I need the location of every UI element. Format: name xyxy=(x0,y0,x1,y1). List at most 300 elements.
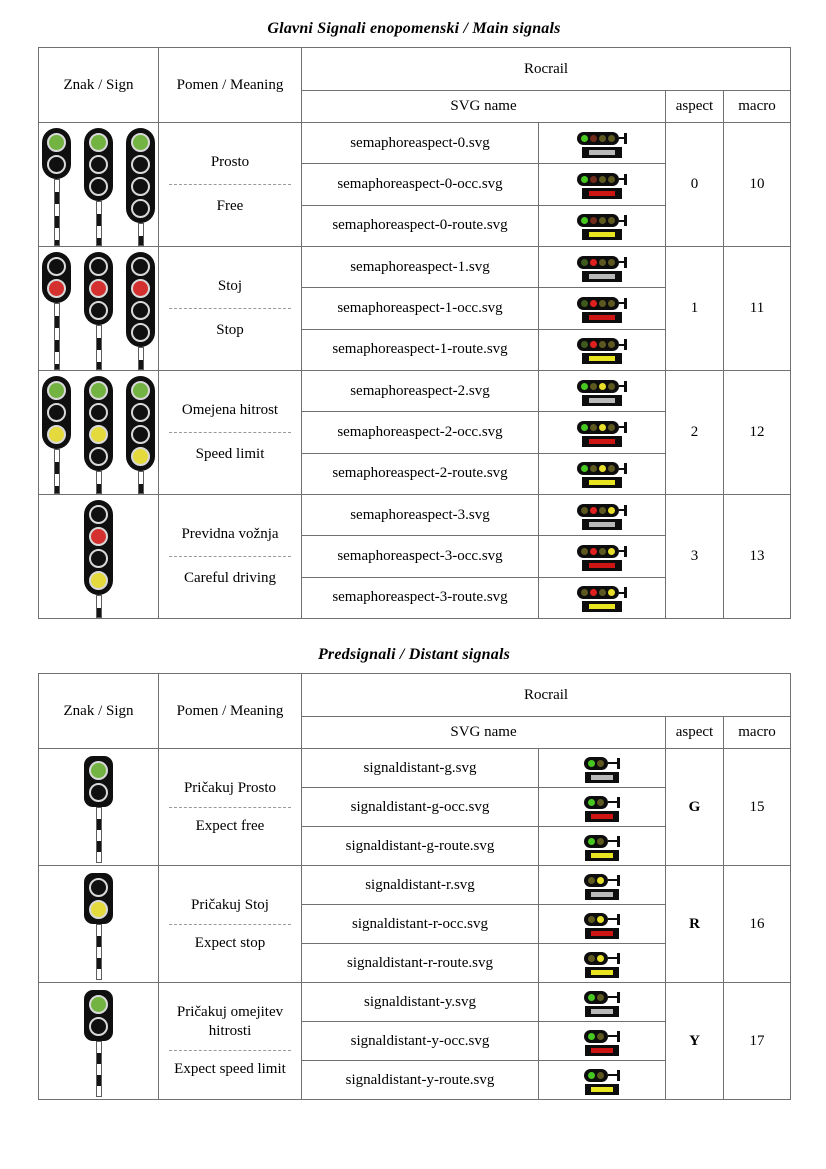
signal-head xyxy=(42,128,71,179)
mini-signal-icon xyxy=(577,421,627,447)
mini-light-dot xyxy=(581,424,588,431)
mini-mast-cap-icon xyxy=(624,339,627,350)
mini-light-dot xyxy=(588,1072,595,1079)
mini-light-dot xyxy=(608,589,615,596)
signal-figure xyxy=(84,376,113,494)
mini-signal-lights xyxy=(577,421,619,434)
mini-track-bar xyxy=(582,560,622,571)
macro-cell: 11 xyxy=(724,247,791,371)
mini-track-bar xyxy=(585,928,619,939)
meaning-box xyxy=(159,151,301,218)
mini-signal-head-row xyxy=(584,913,620,926)
mini-signal-icon xyxy=(584,796,620,822)
signal-figure xyxy=(84,756,113,863)
mini-light-dot xyxy=(588,838,595,845)
mini-track-bar xyxy=(582,147,622,158)
signal-light-off xyxy=(47,403,66,422)
mini-signal-head-row xyxy=(577,380,627,393)
mini-signal-lights xyxy=(584,913,608,926)
meaning-header-cell: Pomen / Meaning xyxy=(159,48,302,123)
mini-light-dot xyxy=(608,424,615,431)
signal-head xyxy=(42,252,71,303)
signal-figure xyxy=(84,990,113,1097)
mini-light-dot xyxy=(581,135,588,142)
mini-signal-head-row xyxy=(584,1069,620,1082)
macro-header-cell: macro xyxy=(724,717,791,749)
icon-cell xyxy=(539,866,666,905)
mini-light-dot xyxy=(581,548,588,555)
signal-pole xyxy=(96,924,102,980)
mini-signal-head-row xyxy=(577,256,627,269)
signal-light-off xyxy=(89,505,108,524)
mini-light-dot xyxy=(581,176,588,183)
mini-signal-head-row xyxy=(577,297,627,310)
mini-track-state-gray xyxy=(589,150,615,155)
mini-track-bar xyxy=(582,353,622,364)
signal-pole xyxy=(96,1041,102,1097)
signal-table-section xyxy=(38,646,790,1100)
mini-signal-icon xyxy=(577,380,627,406)
mini-light-dot xyxy=(581,465,588,472)
signal-light-off xyxy=(47,257,66,276)
mini-mast-cap-icon xyxy=(624,546,627,557)
aspect-cell: 3 xyxy=(666,495,724,619)
mini-light-dot xyxy=(588,799,595,806)
mini-mast-cap-icon xyxy=(617,914,620,925)
icon-cell xyxy=(539,205,666,246)
meaning-divider xyxy=(169,1050,291,1051)
mini-signal-head-row xyxy=(577,338,627,351)
mini-track-bar xyxy=(582,271,622,282)
signal-pole xyxy=(138,223,144,246)
mini-light-dot xyxy=(608,176,615,183)
aspect-cell: 1 xyxy=(666,247,724,371)
mini-track-bar xyxy=(582,436,622,447)
signal-light-green xyxy=(89,133,108,152)
signal-pole xyxy=(138,471,144,494)
mini-light-dot xyxy=(599,548,606,555)
signal-light-off xyxy=(131,177,150,196)
mini-light-dot xyxy=(588,916,595,923)
mini-mast-cap-icon xyxy=(617,836,620,847)
signal-figure-row xyxy=(39,751,158,863)
signal-figure xyxy=(84,128,113,246)
meaning-text-slovenian: Stoj xyxy=(217,278,243,295)
mini-signal-icon xyxy=(584,757,620,783)
mini-track-state-yellow xyxy=(591,853,613,858)
mini-track-state-gray xyxy=(589,522,615,527)
signal-head xyxy=(84,873,113,924)
mini-signal-lights xyxy=(584,796,608,809)
mini-signal-head-row xyxy=(584,796,620,809)
signal-figure-cell xyxy=(39,247,159,371)
mini-signal-lights xyxy=(584,991,608,1004)
mini-light-dot xyxy=(608,217,615,224)
mini-light-dot xyxy=(599,135,606,142)
icon-cell xyxy=(539,577,666,618)
mini-signal-lights xyxy=(584,874,608,887)
mini-track-state-red xyxy=(589,315,615,320)
mini-signal-head-row xyxy=(584,991,620,1004)
mini-light-dot xyxy=(599,424,606,431)
mini-light-dot xyxy=(581,341,588,348)
mini-signal-lights xyxy=(577,338,619,351)
signal-head xyxy=(126,128,155,223)
mini-signal-lights xyxy=(577,132,619,145)
icon-cell xyxy=(539,983,666,1022)
signal-figure-cell xyxy=(39,749,159,866)
signal-light-yellow xyxy=(89,900,108,919)
sign-header-cell: Znak / Sign xyxy=(39,674,159,749)
signal-light-red xyxy=(89,279,108,298)
sign-header-cell: Znak / Sign xyxy=(39,48,159,123)
mini-track-bar xyxy=(582,519,622,530)
signal-light-green xyxy=(131,381,150,400)
svg-name-cell: semaphoreaspect-0-occ.svg xyxy=(302,164,539,205)
macro-cell: 13 xyxy=(724,495,791,619)
mini-track-state-gray xyxy=(589,274,615,279)
svg-name-cell: semaphoreaspect-2.svg xyxy=(302,371,539,412)
mini-light-dot xyxy=(599,259,606,266)
svg-name-header-cell: SVG name xyxy=(302,717,666,749)
mini-light-dot xyxy=(590,259,597,266)
mini-track-state-red xyxy=(591,814,613,819)
mini-track-state-gray xyxy=(591,775,613,780)
signal-table-distant xyxy=(38,673,791,1100)
icon-cell xyxy=(539,412,666,453)
mini-signal-lights xyxy=(577,586,619,599)
meaning-text-slovenian: Previdna vožnja xyxy=(181,526,279,543)
signal-light-green xyxy=(131,133,150,152)
mini-light-dot xyxy=(608,135,615,142)
svg-name-cell: signaldistant-g-route.svg xyxy=(302,827,539,866)
mini-signal-icon xyxy=(577,545,627,571)
aspect-cell: G xyxy=(666,749,724,866)
mini-mast-cap-icon xyxy=(624,174,627,185)
meaning-text-slovenian: Omejena hitrost xyxy=(181,402,279,419)
signal-figure xyxy=(42,252,71,370)
mini-mast-icon xyxy=(608,762,617,764)
icon-cell xyxy=(539,749,666,788)
mini-track-bar xyxy=(585,1084,619,1095)
mini-mast-cap-icon xyxy=(624,463,627,474)
mini-signal-head-row xyxy=(584,757,620,770)
mini-track-bar xyxy=(585,811,619,822)
svg-name-cell: signaldistant-y-occ.svg xyxy=(302,1022,539,1061)
signal-figure xyxy=(84,500,113,618)
aspect-cell: 2 xyxy=(666,371,724,495)
signal-light-red xyxy=(89,527,108,546)
aspect-cell: Y xyxy=(666,983,724,1100)
mini-signal-head-row xyxy=(577,504,627,517)
signal-light-off xyxy=(89,403,108,422)
mini-light-dot xyxy=(597,799,604,806)
mini-signal-lights xyxy=(584,757,608,770)
meaning-cell xyxy=(159,247,302,371)
mini-mast-cap-icon xyxy=(617,797,620,808)
mini-signal-lights xyxy=(577,545,619,558)
svg-name-cell: semaphoreaspect-2-route.svg xyxy=(302,453,539,494)
mini-light-dot xyxy=(597,1072,604,1079)
signal-figure-row xyxy=(39,868,158,980)
signal-figure xyxy=(42,128,71,246)
mini-light-dot xyxy=(588,1033,595,1040)
signal-figure xyxy=(126,376,155,494)
signal-figure xyxy=(42,376,71,494)
mini-signal-head-row xyxy=(584,874,620,887)
table-title: Glavni Signali enopomenski / Main signals xyxy=(267,20,561,37)
meaning-cell xyxy=(159,749,302,866)
signal-figure-cell xyxy=(39,123,159,247)
mini-light-dot xyxy=(608,383,615,390)
mini-track-state-yellow xyxy=(591,1087,613,1092)
meaning-box xyxy=(159,275,301,342)
icon-cell xyxy=(539,788,666,827)
macro-cell: 10 xyxy=(724,123,791,247)
mini-mast-cap-icon xyxy=(624,381,627,392)
signal-light-yellow xyxy=(89,571,108,590)
mini-light-dot xyxy=(608,259,615,266)
mini-signal-icon xyxy=(577,256,627,282)
signal-light-red xyxy=(47,279,66,298)
mini-signal-head-row xyxy=(577,462,627,475)
mini-light-dot xyxy=(597,955,604,962)
mini-track-bar xyxy=(585,850,619,861)
icon-cell xyxy=(539,247,666,288)
signal-table-section xyxy=(38,20,790,619)
icon-cell xyxy=(539,164,666,205)
signal-light-green xyxy=(89,761,108,780)
mini-light-dot xyxy=(597,838,604,845)
mini-signal-lights xyxy=(584,952,608,965)
icon-cell xyxy=(539,1061,666,1100)
svg-name-cell: signaldistant-r-occ.svg xyxy=(302,905,539,944)
meaning-divider xyxy=(169,556,291,557)
mini-signal-icon xyxy=(577,214,627,240)
svg-name-cell: semaphoreaspect-1.svg xyxy=(302,247,539,288)
meaning-divider xyxy=(169,432,291,433)
meaning-text-slovenian: Pričakuj Prosto xyxy=(183,779,277,796)
meaning-divider xyxy=(169,308,291,309)
signal-light-off xyxy=(89,257,108,276)
signal-figure-cell xyxy=(39,495,159,619)
mini-light-dot xyxy=(597,877,604,884)
mini-signal-icon xyxy=(584,874,620,900)
mini-light-dot xyxy=(590,176,597,183)
meaning-text-slovenian: Pričakuj Stoj xyxy=(191,896,269,913)
icon-cell xyxy=(539,1022,666,1061)
meaning-text-english: Expect stop xyxy=(194,934,266,951)
svg-name-header-cell: SVG name xyxy=(302,91,666,123)
icon-cell xyxy=(539,288,666,329)
mini-signal-lights xyxy=(577,462,619,475)
icon-cell xyxy=(539,495,666,536)
signal-pole xyxy=(138,347,144,370)
mini-signal-head-row xyxy=(577,545,627,558)
mini-light-dot xyxy=(599,383,606,390)
mini-light-dot xyxy=(608,548,615,555)
mini-light-dot xyxy=(597,994,604,1001)
mini-mast-icon xyxy=(608,1074,617,1076)
meaning-cell xyxy=(159,866,302,983)
signal-light-off xyxy=(131,323,150,342)
meaning-text-slovenian: Pričakuj omejitev hitrosti xyxy=(176,1004,284,1040)
signal-light-off xyxy=(131,257,150,276)
mini-signal-icon xyxy=(577,173,627,199)
mini-track-state-red xyxy=(591,1048,613,1053)
mini-mast-icon xyxy=(608,996,617,998)
mini-mast-icon xyxy=(608,918,617,920)
mini-light-dot xyxy=(599,589,606,596)
mini-light-dot xyxy=(608,507,615,514)
mini-signal-icon xyxy=(584,913,620,939)
mini-track-bar xyxy=(582,477,622,488)
macro-cell: 15 xyxy=(724,749,791,866)
mini-light-dot xyxy=(590,507,597,514)
mini-track-state-gray xyxy=(591,1009,613,1014)
macro-cell: 12 xyxy=(724,371,791,495)
svg-name-cell: semaphoreaspect-0.svg xyxy=(302,123,539,164)
meaning-text-english: Stop xyxy=(216,322,244,338)
meaning-text-english: Free xyxy=(216,198,244,214)
mini-light-dot xyxy=(581,507,588,514)
meaning-box xyxy=(159,894,301,955)
mini-light-dot xyxy=(599,465,606,472)
mini-signal-icon xyxy=(577,132,627,158)
mini-mast-icon xyxy=(608,1035,617,1037)
signal-table-main xyxy=(38,47,791,619)
meaning-text-english: Expect free xyxy=(195,817,265,834)
mini-track-state-red xyxy=(589,563,615,568)
mini-signal-icon xyxy=(577,297,627,323)
mini-light-dot xyxy=(590,424,597,431)
mini-light-dot xyxy=(588,877,595,884)
mini-light-dot xyxy=(599,341,606,348)
signal-figure-row xyxy=(39,985,158,1097)
mini-track-state-yellow xyxy=(591,970,613,975)
meaning-cell xyxy=(159,983,302,1100)
macro-cell: 16 xyxy=(724,866,791,983)
meaning-box xyxy=(159,777,301,838)
mini-signal-icon xyxy=(577,504,627,530)
mini-light-dot xyxy=(590,341,597,348)
mini-track-bar xyxy=(585,1045,619,1056)
mini-signal-icon xyxy=(577,462,627,488)
mini-light-dot xyxy=(581,217,588,224)
mini-mast-cap-icon xyxy=(617,992,620,1003)
signal-light-off xyxy=(89,1017,108,1036)
mini-signal-lights xyxy=(584,1069,608,1082)
mini-light-dot xyxy=(588,760,595,767)
signal-figure xyxy=(126,252,155,370)
mini-mast-cap-icon xyxy=(617,1070,620,1081)
signal-head xyxy=(42,376,71,449)
meaning-text-english: Speed limit xyxy=(195,446,265,462)
signal-light-off xyxy=(89,301,108,320)
mini-track-state-yellow xyxy=(589,356,615,361)
mini-track-state-yellow xyxy=(589,480,615,485)
mini-signal-head-row xyxy=(577,586,627,599)
mini-signal-lights xyxy=(577,256,619,269)
aspect-cell: 0 xyxy=(666,123,724,247)
meaning-header-cell: Pomen / Meaning xyxy=(159,674,302,749)
mini-mast-cap-icon xyxy=(617,758,620,769)
mini-signal-lights xyxy=(577,173,619,186)
icon-cell xyxy=(539,827,666,866)
signal-head xyxy=(84,756,113,807)
svg-name-cell: signaldistant-g-occ.svg xyxy=(302,788,539,827)
signal-figure xyxy=(84,873,113,980)
mini-signal-lights xyxy=(577,214,619,227)
mini-mast-cap-icon xyxy=(624,133,627,144)
signal-light-off xyxy=(131,301,150,320)
signal-figure-row xyxy=(39,371,158,494)
mini-track-state-gray xyxy=(589,398,615,403)
meaning-text-slovenian: Prosto xyxy=(210,154,250,171)
signal-light-off xyxy=(89,878,108,897)
mini-track-state-yellow xyxy=(589,604,615,609)
signal-light-off xyxy=(131,155,150,174)
mini-light-dot xyxy=(608,465,615,472)
aspect-header-cell: aspect xyxy=(666,91,724,123)
mini-track-state-red xyxy=(591,931,613,936)
mini-mast-cap-icon xyxy=(624,257,627,268)
mini-mast-cap-icon xyxy=(617,1031,620,1042)
mini-track-state-gray xyxy=(591,892,613,897)
mini-light-dot xyxy=(599,300,606,307)
mini-mast-cap-icon xyxy=(624,422,627,433)
signal-light-off xyxy=(47,155,66,174)
mini-mast-icon xyxy=(608,957,617,959)
svg-name-cell: signaldistant-r-route.svg xyxy=(302,944,539,983)
signal-light-off xyxy=(89,177,108,196)
mini-light-dot xyxy=(590,548,597,555)
signal-light-green xyxy=(47,133,66,152)
signal-figure xyxy=(126,128,155,246)
signal-figure-cell xyxy=(39,866,159,983)
mini-light-dot xyxy=(608,300,615,307)
signal-figure-row xyxy=(39,495,158,618)
meaning-cell xyxy=(159,371,302,495)
signal-head xyxy=(84,500,113,595)
mini-signal-lights xyxy=(584,835,608,848)
svg-name-cell: semaphoreaspect-1-route.svg xyxy=(302,329,539,370)
signal-figure-row xyxy=(39,247,158,370)
icon-cell xyxy=(539,944,666,983)
mini-signal-icon xyxy=(584,952,620,978)
mini-signal-lights xyxy=(577,297,619,310)
signal-pole xyxy=(54,179,60,246)
signal-light-off xyxy=(89,155,108,174)
mini-track-bar xyxy=(582,188,622,199)
mini-light-dot xyxy=(588,955,595,962)
signal-light-yellow xyxy=(47,425,66,444)
signal-pole xyxy=(54,303,60,370)
mini-light-dot xyxy=(597,760,604,767)
signal-pole xyxy=(96,595,102,618)
mini-light-dot xyxy=(590,465,597,472)
mini-light-dot xyxy=(581,300,588,307)
signal-pole xyxy=(96,807,102,863)
macro-cell: 17 xyxy=(724,983,791,1100)
mini-light-dot xyxy=(597,916,604,923)
svg-name-cell: semaphoreaspect-1-occ.svg xyxy=(302,288,539,329)
mini-track-bar xyxy=(585,889,619,900)
signal-head xyxy=(84,990,113,1041)
meaning-text-english: Expect speed limit xyxy=(174,1060,286,1077)
mini-mast-cap-icon xyxy=(624,505,627,516)
signal-light-yellow xyxy=(89,425,108,444)
